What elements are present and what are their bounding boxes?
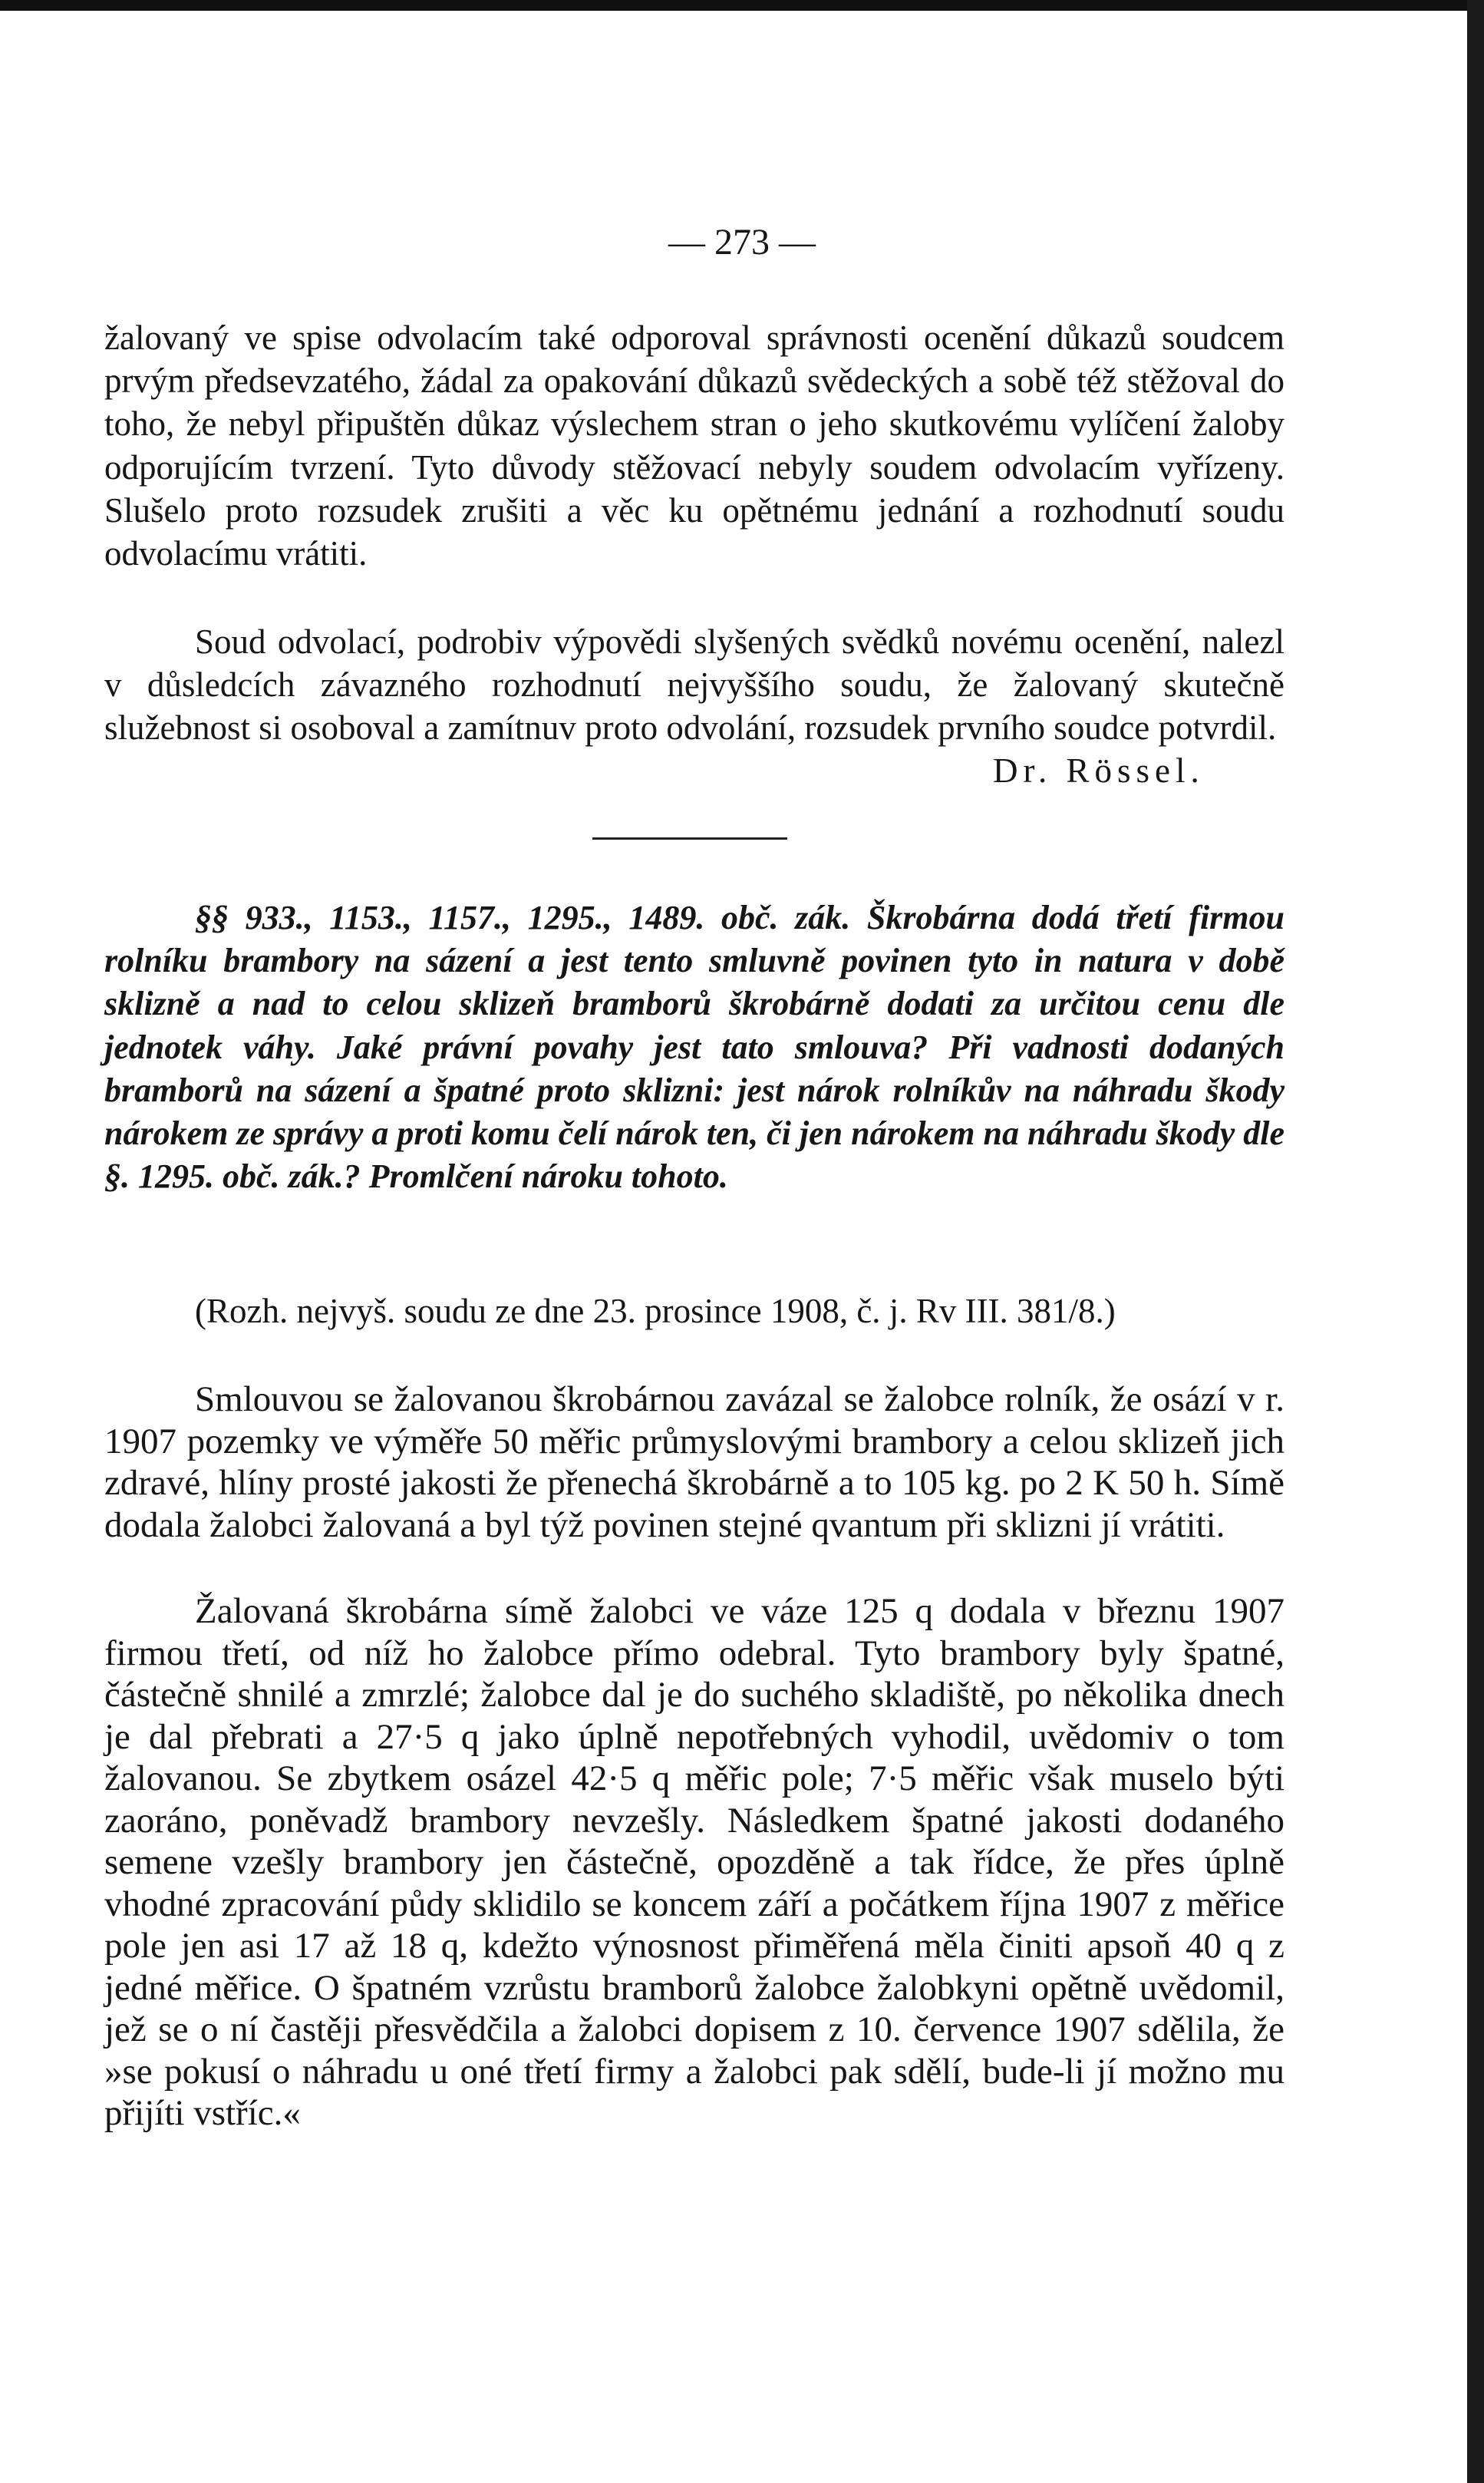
headnote-paragraph: §§ 933., 1153., 1157., 1295., 1489. obč. zák. Škrobárna dodá třetí firmou rolníku brambory na sázení a jest tento smluvně povinen tyto in natura v době sklizně a nad to celou sklizeň bramborů škrobárně dodati za určitou cenu dle jednotek váhy. Jaké právní povahy jest tato smlouva? Při vadnosti dodaných bramborů na sázení a špatné proto sklizni: jest nárok rolníkův na náhradu škody nárokem ze správy a proti komu čelí nárok ten, či jen nárokem na náhradu škody dle §. 1295. obč. zák.? Promlčení nároku tohoto. [104,899,1284,1196]
facts-block-1 [104,1379,1284,1546]
headnote-block [104,896,1284,1198]
facts-block-2 [104,1590,1284,2135]
citation-block [104,1289,1284,1332]
scan-border-right [1467,0,1484,2483]
appeal-decision-block [104,620,1284,750]
continuation-block [104,316,1284,575]
judge-signature: Dr. Rössel. [993,751,1205,790]
appeal-decision-paragraph: Soud odvolací, podrobiv výpovědi slyšených svědků novému ocenění, nalezl v důsledcích závazného rozhodnutí nejvyššího soudu, že žalovaný skutečně služebnost si osoboval a zamítnuv proto odvolání, rozsudek prvního soudce potvrdil. [104,622,1284,748]
continuation-paragraph: žalovaný ve spise odvolacím také odporoval správnosti ocenění důkazů soudcem prvým předsevzatého, žádal za opakování důkazů svědeckých a sobě též stěžoval do toho, že nebyl připuštěn důkaz výslechem stran o jeho skutkovému vylíčení žaloby odporujícím tvrzení. Tyto důvody stěžovací nebyly soudem odvolacím vyřízeny. Slušelo proto rozsudek zrušiti a věc ku opětnému jednání a rozhodnutí soudu odvolacímu vrátiti. [104,319,1284,573]
section-divider [592,837,787,840]
facts-paragraph-1: Smlouvou se žalovanou škrobárnou zavázal se žalobce rolník, že osází v r. 1907 pozemky ve výměře 50 měřic průmyslovými brambory a celou sklizeň jich zdravé, hlíny prosté jakosti že přenechá škrobárně a to 105 kg. po 2 K 50 h. Símě dodala žalobci žalovaná a byl týž povinen stejné qvantum při sklizni jí vrátiti. [104,1379,1284,1545]
page-number: — 273 — [668,222,816,262]
facts-paragraph-2: Žalovaná škrobárna símě žalobci ve váze 125 q dodala v březnu 1907 firmou třetí, od níž ho žalobce přímo odebral. Tyto brambory byly špatné, částečně shnilé a zmrzlé; žalobce dal je do suchého skladiště, po několika dnech je dal přebrati a 27·5 q jako úplně nepotřebných vyhodil, uvědomiv o tom žalovanou. Se zbytkem osázel 42·5 q měřic pole; 7·5 měřic však muselo býti zaoráno, poněvadž brambory nevzešly. Následkem špatné jakosti dodaného semene vzešly brambory jen částečně, opozděně a tak řídce, že přes úplně vhodné zpracování půdy sklidilo se koncem září a počátkem října 1907 z měřice pole jen asi 17 až 18 q, kdežto výnosnost přiměřená měla činiti apsoň 40 q z jedné měřice. O špatném vzrůstu bramborů žalobce žalobkyni opětně uvědomil, jež se o ní častěji přesvědčila a žalobci dopisem z 10. července 1907 sdělila, že »se pokusí o náhradu u oné třetí firmy a žalobci pak sdělí, bude-li jí možno mu přijíti vstříc.« [104,1591,1284,2133]
case-citation: (Rozh. nejvyš. soudu ze dne 23. prosince 1908, č. j. Rv III. 381/8.) [195,1292,1116,1330]
scan-border-top [0,0,1484,11]
